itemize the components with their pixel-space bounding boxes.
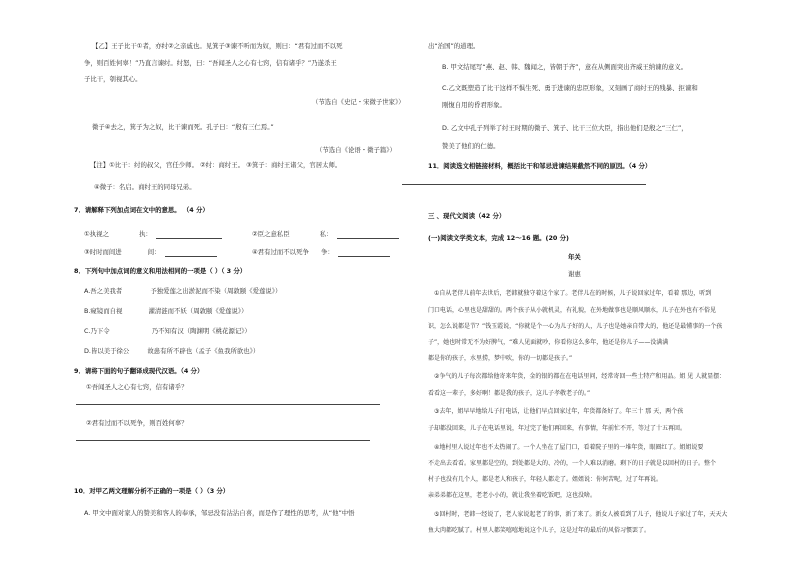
q7-item-2-key: 私： bbox=[319, 230, 333, 238]
q8-option-d[interactable] bbox=[84, 347, 259, 356]
passage-b-line-4: 微子④去之，箕子为之奴，比干谏而死。孔子曰：“殷有三仁焉。” bbox=[92, 123, 274, 131]
q10-option-c[interactable]: C.乙文既塑造了比干这样不惧生死、勇于进谏的忠臣形象，又刻画了商纣王的残暴、拒谏和 bbox=[442, 84, 698, 92]
q8-option-d-label: D.皆以美于徐公 bbox=[84, 347, 130, 355]
para-4-line-3: 村子也没有几个人，都是老人和孩子，年轻人都走了。姐姐说：你何苦呢，过了年再说。 bbox=[428, 476, 663, 483]
question-11: 11．阅读选文相链接材料，概括比干和邹忌进谏结果截然不同的原因。（4 分） bbox=[428, 162, 652, 170]
article-title: 年关 bbox=[568, 253, 581, 261]
q7-item-1-text: ①执视之 bbox=[84, 230, 109, 238]
q8-option-b[interactable] bbox=[84, 307, 248, 316]
para-1-line-5: 都是你的孩子，水里捞，梦中吹，你的一切都是孩子。” bbox=[428, 355, 573, 362]
annotation-line-1: 【注】①比干：纣的叔父，官任少师。 ②纣：商纣王。 ③箕子：商纣王诸父，官居太师。 bbox=[90, 161, 342, 169]
q10-option-b[interactable]: B. 甲文结尾写“燕、赵、韩、魏闻之，皆朝于齐”，意在从侧面突出齐威王纳谏的意义。 bbox=[442, 63, 688, 71]
q7-item-3 bbox=[84, 248, 217, 257]
annotation-line-2: ④微子：名启。商纣王的同母兄弟。 bbox=[94, 183, 196, 191]
passage-b-line-1: 【乙】王子比干①者，亦纣②之亲戚也。见箕子③谏不听而为奴，则曰：“君有过而不以死 bbox=[92, 42, 343, 50]
q9-answer-line-1[interactable] bbox=[76, 404, 380, 405]
article-author: 谢惠 bbox=[568, 270, 581, 278]
q7-item-2 bbox=[252, 230, 399, 239]
para-5-line-1: ⑤回村时，老韩一经说了，老人家说起老了的事，新了来了。新女人被看到了儿子，他说儿子家过了年，天天大 bbox=[434, 511, 728, 518]
q8-option-a[interactable] bbox=[84, 287, 281, 296]
question-8: 8．下列句中加点词的意义和用法相同的一项是（ ）（ 3 分） bbox=[74, 267, 247, 275]
question-7: 7．请解释下列加点词在文中的意思。 （4 分） bbox=[74, 206, 209, 214]
para-1-line-2: 门口电话，心里也是甜甜的。两个孩子从小就机灵，有礼貌，在外地做事也是顺风顺水，儿子在外也有不俗见 bbox=[428, 307, 717, 314]
q7-item-3-key: 间： bbox=[147, 248, 161, 256]
q7-item-3-text: ③时时而间进 bbox=[84, 248, 122, 256]
para-5-line-2: 鱼大肉都吃腻了。村里人都笑嘻嘻地说这个儿子，这是过年的最后的风俗习惯罢了。 bbox=[428, 527, 651, 534]
passage-b-line-2: 争，则百姓何辜！”乃直言谏纣。纣怒，曰：“吾闻圣人之心有七窍，信有诸乎？”乃遂杀王 bbox=[84, 59, 337, 67]
para-1-line-4: 子”，她也时常无不为好脾气，“难人见面就吵，你看你这么多年，他还是你儿子——没满满 bbox=[428, 339, 669, 346]
section-3-heading: 三 、现代文阅读（42 分） bbox=[428, 212, 506, 220]
passage-b-line-3: 子比干，刳视其心。 bbox=[84, 75, 142, 83]
q8-option-d-ref: 故患有所不辟也（孟子《鱼我所欲也》） bbox=[147, 347, 260, 355]
q7-item-2-text: ②臣之意私臣 bbox=[252, 230, 290, 238]
para-3-line-2: 子却都没回来，儿子在电话里说，年过完了他们再回来，有事情，年前忙不开，等过了十五再回。 bbox=[428, 425, 687, 432]
q10-option-a-continued: 出“治国”的道理。 bbox=[428, 42, 480, 50]
q11-answer-line[interactable] bbox=[402, 184, 646, 185]
q10-option-a[interactable]: A. 甲文中面对家人的赞美和客人的奉承，邹忌没有沾沾自喜，而是作了理性的思考，从“他”中悟 bbox=[84, 509, 355, 517]
question-9: 9．请将下面的句子翻译成现代汉语。（4 分） bbox=[74, 367, 204, 375]
q9-sentence-2: ②君有过而不以死争，则百姓何辜？ bbox=[86, 419, 188, 427]
para-4-line-2: 不走出去看看。家里都是空的，到处都是大的、冷的，一个人难以消磨。剩下的日子就是以回村的日子。整个 bbox=[428, 460, 717, 467]
q7-item-4 bbox=[252, 248, 390, 257]
q8-option-b-ref: 濯清涟而不妖（周敦颐《爱莲说》） bbox=[148, 307, 248, 315]
q10-option-d[interactable]: D. 乙文中孔子列举了纣王时期的微子、箕子、比干三位大臣，指出他们是殷之“三仁”， bbox=[442, 124, 688, 132]
source-citation-1: （节选自《史记・宋微子世家》） bbox=[312, 98, 405, 106]
q8-option-c-ref: 乃不知有汉（陶渊明《桃花源记》） bbox=[151, 327, 251, 335]
q7-item-4-text: ④君有过而不以死争 bbox=[252, 248, 309, 256]
para-3-line-1: ③去年，姐早早地给儿子打电话，让他们早点回家过年，年货都备好了。年三十 那 天，两个孩 bbox=[434, 408, 684, 415]
q8-option-b-label: B.窥镜而自视 bbox=[84, 307, 123, 315]
question-10: 10．对甲乙两文理解分析不正确的一项是（ ）（3 分） bbox=[74, 487, 230, 495]
q7-answer-blank-2[interactable] bbox=[337, 232, 399, 239]
source-citation-2: （节选自《论语・微子篇》） bbox=[316, 146, 396, 154]
para-2-line-2: 看看这一辈子，多好啊！都是我的孩子，这儿子孝敬老子的。” bbox=[428, 390, 591, 397]
q10-option-d-continued: 赞美了他们的仁德。 bbox=[442, 142, 500, 150]
para-1-line-3: 识，怎么说都是节？”钱玉霞说，“你就是个一心为儿子好的人，儿子也是她亲自带大的，他还是最懂事的一个孩 bbox=[428, 323, 723, 330]
para-4-line-4: 亲弟弟都在这里，老老小小的，就让我坐着吃饭吧，这也没啥。 bbox=[428, 492, 597, 499]
q7-answer-blank-3[interactable] bbox=[165, 250, 217, 257]
q8-option-a-ref: 予独爱莲之出淤泥而不染（周敦颐《爱莲说》） bbox=[150, 287, 282, 295]
q7-answer-blank-1[interactable] bbox=[156, 232, 222, 239]
q9-answer-line-2[interactable] bbox=[76, 440, 370, 441]
q7-item-1-key: 执： bbox=[139, 230, 152, 238]
q8-option-a-label: A.吾之美我者 bbox=[84, 287, 123, 295]
section-3-subheading: (一)阅读文学类文本，完成 12～16 题。(20 分) bbox=[428, 234, 569, 242]
q9-sentence-1: ①吾闻圣人之心有七窍，信有诸乎？ bbox=[86, 383, 188, 391]
para-2-line-1: ②争气的儿子每次都给他寄来年货，金的银的都在在电话里问，经常寄回一些土特产和用品。姐 见 人就显摆： bbox=[434, 373, 726, 380]
q10-option-c-continued: 刚愎自用的昏君形象。 bbox=[442, 101, 506, 109]
q8-option-c[interactable] bbox=[84, 327, 251, 336]
q7-item-1 bbox=[84, 230, 222, 239]
para-1-line-1: ①自从老伴儿前年去世后，老韩就独守着这个家了。老伴儿在的时候，儿子说回家过年，看着 那边，听到 bbox=[434, 290, 712, 297]
q7-answer-blank-4[interactable] bbox=[338, 250, 390, 257]
para-4-line-1: ④地村里人说过年也不太热闹了。一个人坐在了屋门口，看着院子里的一堆年货，眼圈红了。姐姐说要 bbox=[434, 444, 704, 451]
q7-item-4-key: 争： bbox=[320, 248, 334, 256]
q8-option-c-label: C.乃下令 bbox=[84, 327, 110, 335]
